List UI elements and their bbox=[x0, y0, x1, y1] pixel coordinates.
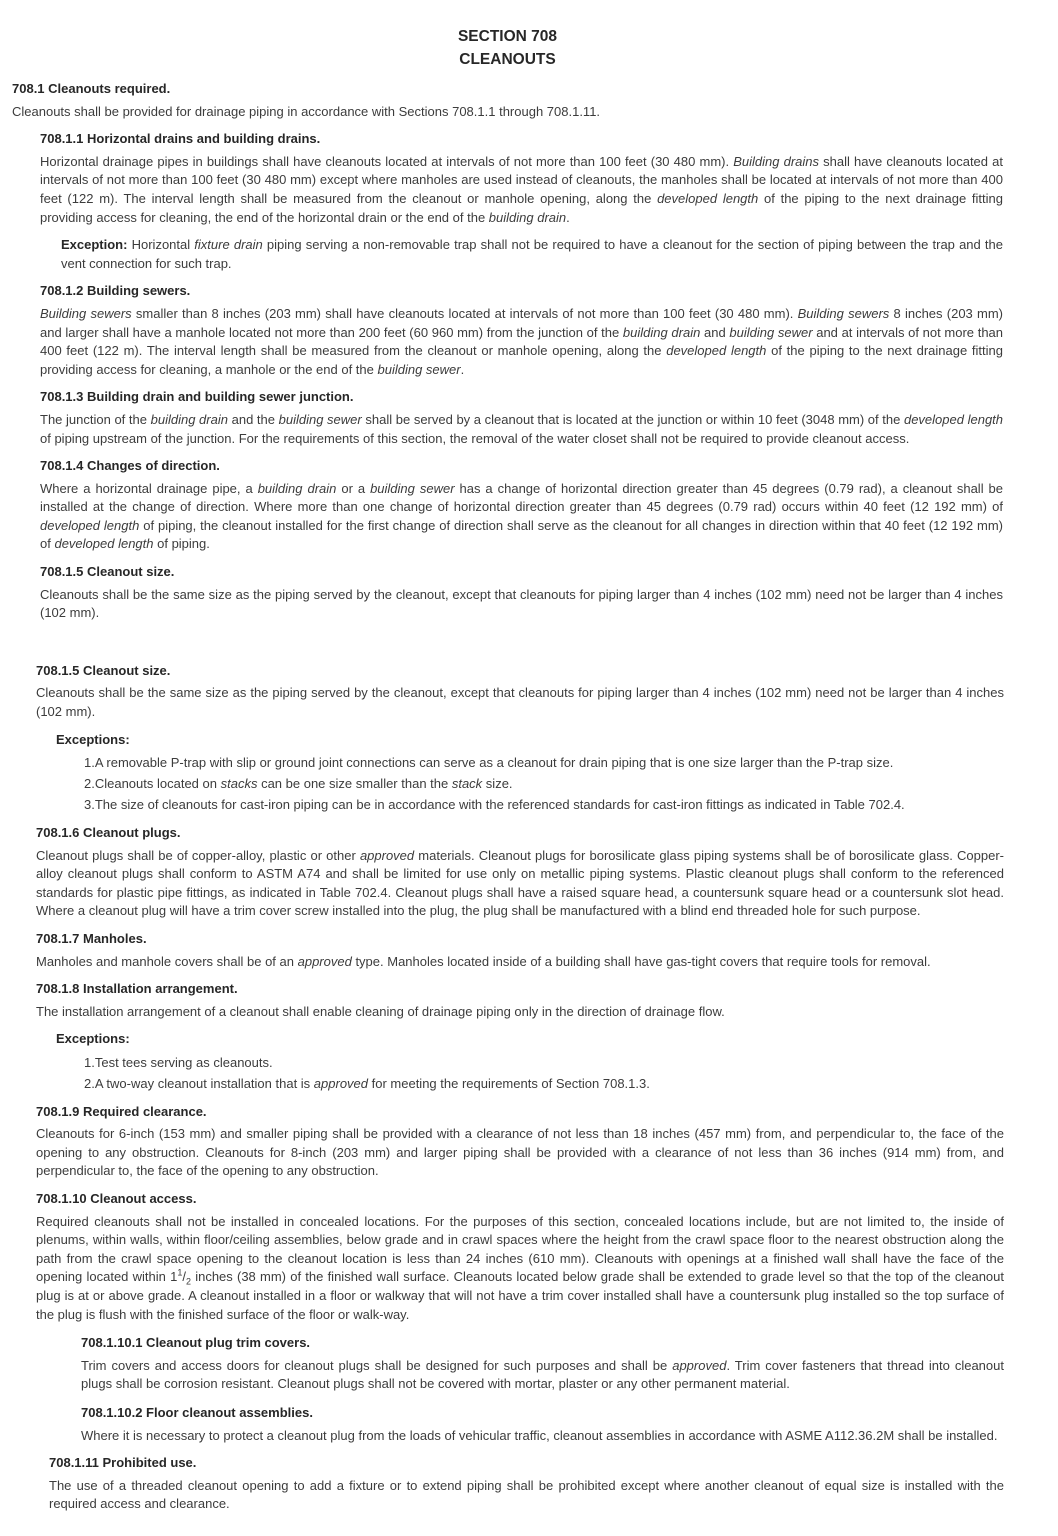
body-708-1-5: Cleanouts shall be the same size as the piping served by the cleanout, except that cleanouts for piping larger than 4 inches (102 mm) need not be larger than 4 inches (102 mm). bbox=[40, 586, 1003, 621]
body-708-1-6: Cleanout plugs shall be of copper-alloy, plastic or other approved materials. Cleanout plugs for borosilicate glass piping systems shall be of borosilicate glass. Copper-alloy cleanout plugs shall conform to ASTM A74 and shall be limited for use only on metallic piping systems. Plastic cleanout plugs shall conform to the referenced standards for plastic pipe fittings, as indicated in Table 702.4. Cleanout plugs shall have a raised square head, a countersunk square head or a countersunk slot head. Where a cleanout plug will have a trim cover screw installed into the plug, the plug shall be manufactured with a blind end threaded hole for such purpose. bbox=[36, 847, 1004, 919]
section-708-1-6 bbox=[36, 824, 1004, 921]
heading-708-1-3: 708.1.3 Building drain and building sewer junction. bbox=[40, 389, 354, 405]
section-708-1-10 bbox=[36, 1190, 1004, 1445]
heading-708-1-2: 708.1.2 Building sewers. bbox=[40, 283, 191, 299]
heading-708-1-8: 708.1.8 Installation arrangement. bbox=[36, 981, 238, 997]
section-708-1-7 bbox=[36, 930, 1004, 971]
section-708-1-11 bbox=[49, 1454, 1004, 1514]
title-line-2: CLEANOUTS bbox=[459, 51, 556, 68]
exception-item-2: 2.Cleanouts located on stacks can be one size smaller than the stack size. bbox=[84, 776, 513, 792]
heading-708-1-5-duplicate: 708.1.5 Cleanout size. bbox=[36, 662, 171, 678]
exception-708-1-1: Exception: Horizontal fixture drain piping serving a non-removable trap shall not be required to have a cleanout for the section of piping between the trap and the vent connection for such trap. bbox=[61, 237, 1003, 271]
section-708-1-3 bbox=[40, 388, 1003, 448]
section-708-1-9 bbox=[36, 1103, 1004, 1181]
heading-708-1-7: 708.1.7 Manholes. bbox=[36, 930, 147, 946]
section-708-1-5 bbox=[40, 563, 1003, 623]
heading-708-1-10-1: 708.1.10.1 Cleanout plug trim covers. bbox=[81, 1335, 311, 1351]
body-708-1-1: Horizontal drainage pipes in buildings shall have cleanouts located at intervals of not more than 100 feet (30 480 mm). Building drains shall have cleanouts located at intervals of not more than 100 feet (30 480 mm) except where manholes are used instead of cleanouts, the manholes shall be located at intervals of not more than 400 feet (122 m). The interval length shall be measured from the cleanout or manhole opening, along the developed length of the piping to the next drainage fitting providing access for cleaning, the end of the horizontal drain or the end of the building drain. bbox=[40, 153, 1003, 225]
body-708-1-2: Building sewers smaller than 8 inches (203 mm) shall have cleanouts located at intervals of not more than 100 feet (30 480 mm). Building sewers 8 inches (203 mm) and larger shall have a manhole located not more than 200 feet (60 960 mm) from the junction of the building drain and building sewer and at intervals of not more than 400 feet (122 m). The interval length shall be measured from the cleanout or manhole opening, along the developed length of the piping to the next drainage fitting providing access for cleaning, a manhole or the end of the building sewer. bbox=[40, 305, 1004, 377]
heading-708-1-5: 708.1.5 Cleanout size. bbox=[40, 564, 175, 580]
body-708-1-9: Cleanouts for 6-inch (153 mm) and smaller piping shall be provided with a clearance of not less than 18 inches (457 mm) from, and perpendicular to, the face of the opening to any obstruction. Cleanouts for 8-inch (203 mm) and larger piping shall be provided with a clearance of not less than 36 inches (914 mm) from, and perpendicular to, the face of the opening to any obstruction. bbox=[36, 1126, 1004, 1179]
exceptions-label-708-1-8: Exceptions: bbox=[56, 1031, 130, 1047]
body-708-1-4: Where a horizontal drainage pipe, a building drain or a building sewer has a change of horizontal direction greater than 45 degrees (0.79 rad), a cleanout shall be installed at the change of direction. Where more than one change of horizontal direction greater than 45 degrees (0.79 rad) occurs within 40 feet (12 192 mm) of developed length of piping, the cleanout installed for the first change of direction shall serve as the cleanout for all changes in direction within that 40 feet (12 192 mm) of developed length of piping. bbox=[40, 480, 1004, 552]
exceptions-list-708-1-8 bbox=[84, 1054, 1004, 1094]
section-708-1-2 bbox=[40, 282, 1003, 379]
exception-item-2: 2.A two-way cleanout installation that is approved for meeting the requirements of Section 708.1.3. bbox=[84, 1076, 650, 1092]
section-708-1-10-1 bbox=[81, 1334, 1004, 1394]
section-708-1-4 bbox=[40, 457, 1003, 554]
body-708-1-8: The installation arrangement of a cleanout shall enable cleaning of drainage piping only in the direction of drainage flow. bbox=[36, 1003, 725, 1019]
exception-item-3: 3.The size of cleanouts for cast-iron piping can be in accordance with the referenced standards for cast-iron fittings as indicated in Table 702.4. bbox=[84, 797, 905, 813]
body-708-1-5-duplicate: Cleanouts shall be the same size as the piping served by the cleanout, except that cleanouts for piping larger than 4 inches (102 mm) need not be larger than 4 inches (102 mm). bbox=[36, 685, 1004, 720]
heading-708-1-11: 708.1.11 Prohibited use. bbox=[49, 1455, 197, 1471]
body-708-1-10-2: Where it is necessary to protect a cleanout plug from the loads of vehicular traffic, cleanout assemblies in accordance with ASME A112.36.2M shall be installed. bbox=[81, 1427, 998, 1443]
section-708-1-5-duplicate bbox=[36, 662, 1004, 815]
heading-708-1-10: 708.1.10 Cleanout access. bbox=[36, 1191, 197, 1206]
section-708-1-1 bbox=[40, 130, 1003, 273]
title-line-1: SECTION 708 bbox=[457, 28, 558, 45]
heading-708-1-6: 708.1.6 Cleanout plugs. bbox=[36, 825, 181, 840]
exception-item-1: 1.Test tees serving as cleanouts. bbox=[84, 1054, 273, 1070]
exceptions-label-708-1-5: Exceptions: bbox=[56, 731, 130, 747]
heading-708-1-4: 708.1.4 Changes of direction. bbox=[40, 458, 220, 474]
body-708-1-11: The use of a threaded cleanout opening to add a fixture or to extend piping shall be prohibited except where another cleanout of equal size is installed with the required access and clearance. bbox=[49, 1477, 1004, 1512]
body-708-1-10: Required cleanouts shall not be installed in concealed locations. For the purposes of this section, concealed locations include, but are not limited to, the inside of plenums, within walls, within floor/ceiling assemblies, below grade and in crawl spaces where the height from the crawl space floor to the nearest obstruction along the path from the crawl space opening to the cleanout location is less than 24 inches (610 mm). Cleanouts with openings at a finished wall shall have the face of the opening located within $1^1/_2$ inches (38 mm) of the finished wall surface. Cleanouts located below grade shall be extended to grade level so that the top of the cleanout plug is at or above grade. A cleanout installed in a floor or walkway that will not have a trim cover installed shall have a countersunk plug installed so the top surface of the plug is flush with the finished surface of the floor or walk-way. bbox=[36, 1213, 1004, 1322]
heading-708-1: 708.1 Cleanouts required. bbox=[12, 81, 171, 96]
heading-708-1-1: 708.1.1 Horizontal drains and building drains. bbox=[40, 131, 321, 147]
body-708-1-10-1: Trim covers and access doors for cleanout plugs shall be designed for such purposes and shall be approved. Trim cover fasteners that thread into cleanout plugs shall be corrosion resistant. Cleanout plugs shall not be covered with mortar, plaster or any other permanent material. bbox=[81, 1357, 1004, 1392]
exceptions-list-708-1-5 bbox=[84, 754, 1004, 815]
section-708-1-8 bbox=[36, 980, 1004, 1093]
heading-708-1-9: 708.1.9 Required clearance. bbox=[36, 1103, 207, 1119]
body-708-1-3: The junction of the building drain and the building sewer shall be served by a cleanout that is located at the junction or within 10 feet (3048 mm) of the developed length of piping upstream of the junction. For the requirements of this section, the removal of the water closet shall not be required to provide cleanout access. bbox=[40, 411, 1004, 446]
exception-item-1: 1.A removable P-trap with slip or ground joint connections can serve as a cleanout for drain piping that is one size larger than the P-trap size. bbox=[84, 755, 894, 771]
intro-708-1: Cleanouts shall be provided for drainage piping in accordance with Sections 708.1.1 through 708.1.11. bbox=[12, 103, 601, 119]
section-708-1-10-2 bbox=[81, 1404, 1004, 1445]
document-title bbox=[12, 25, 1003, 71]
body-708-1-7: Manholes and manhole covers shall be of an approved type. Manholes located inside of a building shall have gas-tight covers that require tools for removal. bbox=[36, 953, 931, 969]
heading-708-1-10-2: 708.1.10.2 Floor cleanout assemblies. bbox=[81, 1404, 313, 1420]
section-708-1 bbox=[12, 80, 1003, 121]
